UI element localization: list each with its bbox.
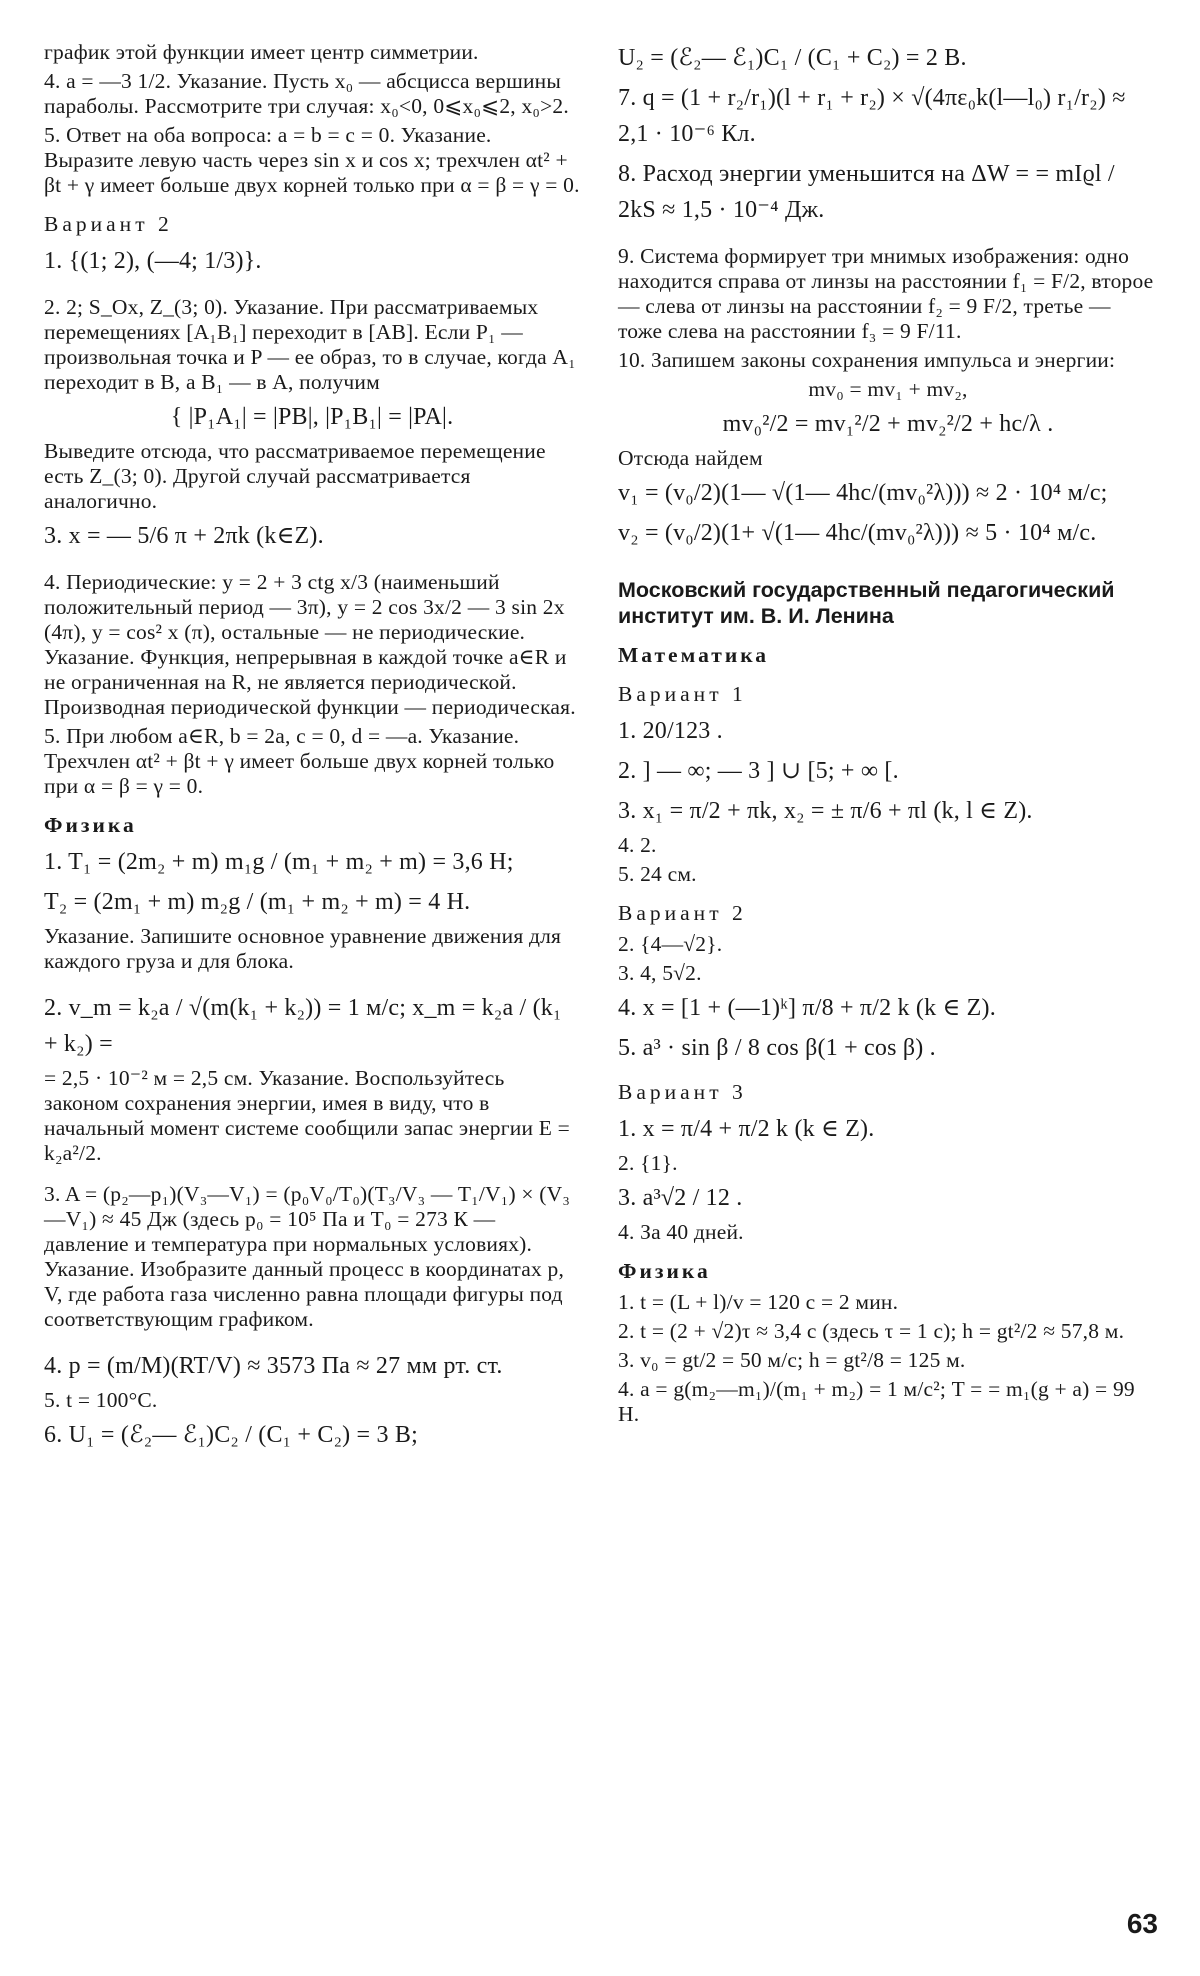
physics-answer-8: 8. Расход энергии уменьшится на ΔW = = mIϱl / 2kS ≈ 1,5 · 10⁻⁴ Дж. (618, 161, 1115, 223)
equation-system: { |P₁A₁| = |PB|, |P₁B₁| = |PA|. (170, 404, 454, 430)
answer-3: 3. x₁ = π/2 + πk, x₂ = ± π/6 + πl (k, l ∈ Z). (618, 798, 1033, 824)
variant-heading: Вариант 1 (618, 682, 747, 706)
answer-3: 3. x = — 5/6 π + 2πk (k∈Z). (44, 523, 324, 549)
answer-text: Выведите отсюда, что рассматриваемое перемещение есть Z_(3; 0). Другой случай рассматривается аналогично. (44, 439, 546, 513)
physics-answer-2: 2. t = (2 + √2)τ ≈ 3,4 с (здесь τ = 1 с); h = gt²/2 ≈ 57,8 м. (618, 1319, 1125, 1343)
variant-heading: Вариант 3 (618, 1080, 747, 1104)
answer-4: 4. 2. (618, 833, 657, 857)
answer-5: 5. При любом a∈R, b = 2a, c = 0, d = —a. Указание. Трехчлен αt² + βt + γ имеет больше двух корней только при α = β = γ = 0. (44, 724, 555, 798)
physics-answer-1: 1. T₁ = (2m₂ + m) m₁g / (m₁ + m₂ + m) = 3,6 Н; (44, 849, 514, 875)
physics-answer-2: 2. v_m = k₂a / √(m(k₁ + k₂)) = 1 м/с; x_m = k₂a / (k₁ + k₂) = (44, 995, 562, 1057)
answer-2: 2. 2; S_Ox, Z_(3; 0). Указание. При рассматриваемых перемещениях [A₁B₁] переходит в [AB]. Если P₁ — произвольная точка и P — ее образ, то в случае, когда A₁ переходит в B, а B₁ — в A, получим (44, 295, 576, 394)
physics-answer-7: 7. q = (1 + r₂/r₁)(l + r₁ + r₂) × √(4πε₀k(l—l₀) r₁/r₂) ≈ 2,1 · 10⁻⁶ Кл. (618, 85, 1126, 147)
equation: v₂ = (v₀/2)(1+ √(1— 4hc/(mv₀²λ))) ≈ 5 · 10⁴ м/с. (618, 520, 1097, 546)
physics-answer-4: 4. p = (m/M)(RT/V) ≈ 3573 Па ≈ 27 мм рт. ст. (44, 1353, 503, 1379)
answer-3: 3. a³√2 / 12 . (618, 1185, 743, 1211)
equation: mv₀ = mv₁ + mv₂, (808, 377, 968, 401)
variant-heading: Вариант 2 (618, 901, 747, 925)
answer-1: 1. x = π/4 + π/2 k (k ∈ Z). (618, 1116, 875, 1142)
physics-answer-1: 1. t = (L + l)/v = 120 с = 2 мин. (618, 1290, 899, 1314)
physics-answer-1-cont: T₂ = (2m₁ + m) m₂g / (m₁ + m₂ + m) = 4 Н. (44, 889, 471, 915)
answer-text: Отсюда найдем (618, 446, 763, 470)
physics-answer-3: 3. v₀ = gt/2 = 50 м/с; h = gt²/8 = 125 м. (618, 1348, 966, 1372)
answer-text: график этой функции имеет центр симметрии. (44, 40, 479, 64)
physics-answer-6-cont: U₂ = (ℰ₂— ℰ₁)C₁ / (C₁ + C₂) = 2 В. (618, 45, 967, 71)
answer-2: 2. {4—√2}. (618, 932, 723, 956)
left-column (44, 40, 580, 1457)
equation: mv₀²/2 = mv₁²/2 + mv₂²/2 + hc/λ . (722, 411, 1054, 437)
physics-answer-9: 9. Система формирует три мнимых изображения: одно находится справа от линзы на расстоянии f₁ = F/2, второе — слева от линзы на расстоянии f₂ = 9 F/2, третье — тоже слева на расстоянии f₃ = 9 F/11. (618, 244, 1154, 343)
physics-answer-2-cont: = 2,5 · 10⁻² м = 2,5 см. Указание. Воспользуйтесь законом сохранения энергии, имея в виду, что в начальный момент системе сообщили запас энергии E = k₂a²/2. (44, 1066, 570, 1165)
answer-hint: Указание. Запишите основное уравнение движения для каждого груза и для блока. (44, 924, 562, 973)
answer-4: 4. Периодические: y = 2 + 3 ctg x/3 (наименьший положительный период — 3π), y = 2 cos 3x/2 — 3 sin 2x (4π), y = cos² x (π), остальные — не периодические. Указание. Функция, непрерывная в каждой точке a∈R и не ограниченная на R, не является периодической. Производная периодической функции — периодическая. (44, 570, 576, 719)
answer-5: 5. a³ · sin β / 8 cos β(1 + cos β) . (618, 1035, 936, 1061)
answer-4: 4. x = [1 + (—1)ᵏ] π/8 + π/2 k (k ∈ Z). (618, 995, 996, 1021)
physics-answer-5: 5. t = 100°C. (44, 1388, 158, 1412)
physics-answer-4: 4. a = g(m₂—m₁)/(m₁ + m₂) = 1 м/с²; T = = m₁(g + a) = 99 Н. (618, 1377, 1135, 1426)
section-heading: Физика (44, 813, 137, 837)
physics-answer-6: 6. U₁ = (ℰ₂— ℰ₁)C₂ / (C₁ + C₂) = 3 В; (44, 1422, 418, 1448)
answer-5: 5. 24 см. (618, 862, 697, 886)
institute-heading: Московский государственный педагогический институт им. В. И. Ленина (618, 578, 1115, 628)
physics-answer-10: 10. Запишем законы сохранения импульса и энергии: (618, 348, 1116, 372)
equation: v₁ = (v₀/2)(1— √(1— 4hc/(mv₀²λ))) ≈ 2 · 10⁴ м/с; (618, 480, 1108, 506)
answer-1: 1. {(1; 2), (—4; 1/3)}. (44, 248, 262, 274)
right-column (618, 40, 1158, 1431)
answer-4: 4. a = —3 1/2. Указание. Пусть x₀ — абсцисса вершины параболы. Рассмотрите три случая: x₀<0, 0⩽x₀⩽2, x₀>2. (44, 69, 569, 118)
variant-heading: Вариант 2 (44, 212, 173, 236)
physics-answer-3: 3. A = (p₂—p₁)(V₃—V₁) = (p₀V₀/T₀)(T₃/V₃ — T₁/V₁) × (V₃—V₁) ≈ 45 Дж (здесь p₀ = 10⁵ Па и T₀ = 273 К — давление и температура при нормальных условиях). Указание. Изобразите данный процесс в координатах p, V, где работа газа численно равна площади фигуры под соответствующим графиком. (44, 1182, 571, 1331)
answer-3: 3. 4, 5√2. (618, 961, 702, 985)
answer-4: 4. За 40 дней. (618, 1220, 744, 1244)
answer-5: 5. Ответ на оба вопроса: a = b = c = 0. Указание. Выразите левую часть через sin x и cos x; трехчлен αt² + βt + γ имеет больше двух корней только при α = β = γ = 0. (44, 123, 580, 197)
section-heading: Математика (618, 643, 770, 667)
answer-2: 2. {1}. (618, 1151, 678, 1175)
answer-2: 2. ] — ∞; — 3 ] ∪ [5; + ∞ [. (618, 758, 899, 784)
answer-1: 1. 20/123 . (618, 718, 723, 744)
page-number: 63 (1126, 1908, 1158, 1939)
section-heading: Физика (618, 1259, 711, 1283)
